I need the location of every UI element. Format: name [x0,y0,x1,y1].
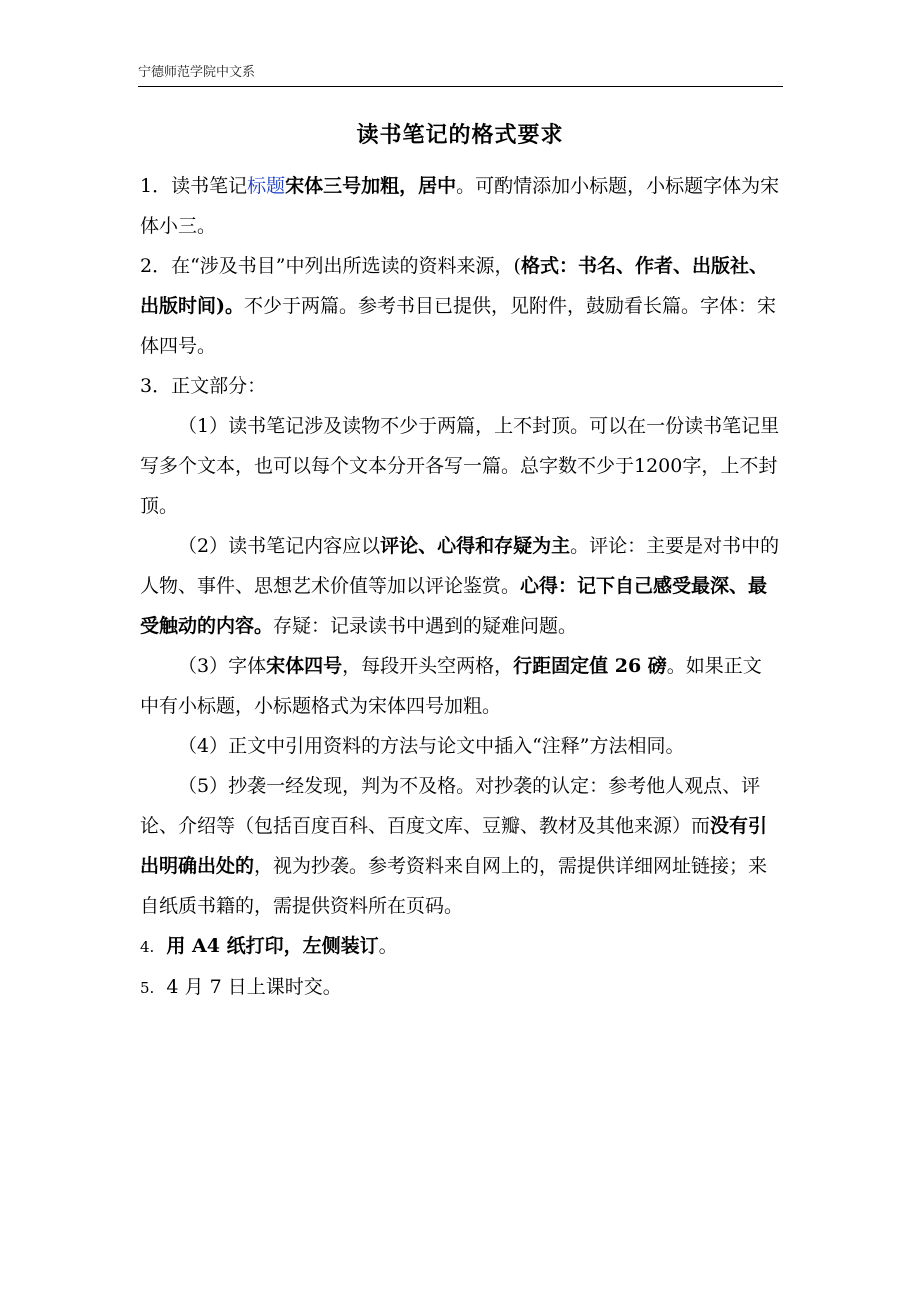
sub-item-3-rest: 。如果正文中有小标题，小标题格式为宋体四号加粗。 [140,655,762,717]
item-2-rest: 不少于两篇。参考书目已提供，见附件，鼓励看长篇。字体：宋体四号。 [140,295,777,357]
sub-item-2-text: （2）读书笔记内容应以 [178,535,381,557]
sub-item-2-bold: 评论、心得和存疑为主 [380,535,571,557]
item-1 [140,166,780,246]
item-1-rest: 。可酌情添加小标题，小标题字体为宋体小三。 [140,175,780,237]
item-1-text: 1．读书笔记 [140,175,248,197]
sub-item-2 [140,526,780,646]
sub-item-3-spacing: 行距固定值 26 磅 [513,655,667,677]
sub-item-3 [140,646,780,726]
sub-item-2-doubt: 存疑：记录读书中遇到的疑难问题。 [273,615,578,637]
document-body [140,166,780,1008]
sub-item-2-insight: 心得：记下自己感受最深、最受触动的内容。 [140,575,768,637]
page-title: 读书笔记的格式要求 [356,122,564,148]
sub-item-5 [140,766,780,926]
item-2-text: 2．在“涉及书目”中列出所选读的资料来源，( [140,255,521,277]
item-4 [140,926,780,967]
sub-item-5-text: （5）抄袭一经发现，判为不及格。对抄袭的认定：参考他人观点、评论、介绍等（包括百度百科、百度文库、豆瓣、教材及其他来源）而 [140,775,761,837]
sub-item-3-text: （3）字体 [178,655,267,677]
item-2 [140,246,780,366]
item-2-bold: 格式：书名、作者、出版社、出版时间)。 [140,255,768,317]
item-5 [140,967,780,1008]
sub-item-5-rest: ，视为抄袭。参考资料来自网上的，需提供详细网址链接；来自纸质书籍的，需提供资料所在页码。 [140,855,768,917]
sub-item-5-bold: 没有引出明确出处的 [140,815,768,877]
item-5-number: 5. [140,979,155,997]
sub-item-3-font: 宋体四号 [266,655,343,677]
sub-item-4: （4）正文中引用资料的方法与论文中插入“注释”方法相同。 [178,735,685,757]
sub-item-2-review: 。评论：主要是对书中的人物、事件、思想艺术价值等加以评论鉴赏。 [140,535,780,597]
item-4-number: 4. [140,938,155,956]
item-1-bold: 宋体三号加粗，居中 [285,175,457,197]
item-3: 3．正文部分： [140,375,267,397]
item-4-bold: 用 A4 纸打印，左侧装订 [166,935,379,957]
item-4-end: 。 [378,935,398,957]
item-5-text: 4 月 7 日上课时交。 [166,976,342,998]
item-1-title-link: 标题 [247,175,286,197]
sub-item-1: （1）读书笔记涉及读物不少于两篇，上不封顶。可以在一份读书笔记里写多个文本，也可以每个文本分开各写一篇。总字数不少于1200字，上不封顶。 [140,415,780,517]
sub-item-3-mid: ，每段开头空两格， [342,655,514,677]
page-header: 宁德师范学院中文系 [138,64,783,87]
